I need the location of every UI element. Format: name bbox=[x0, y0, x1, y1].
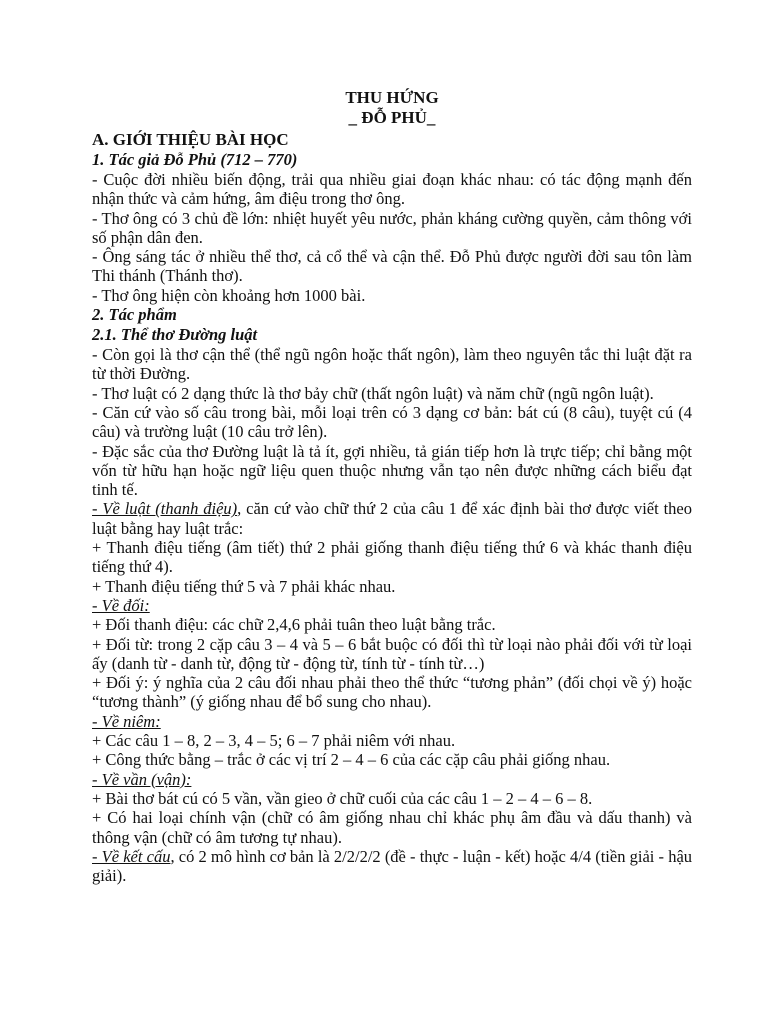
luat-text: , căn cứ vào chữ thứ 2 của câu 1 để xác định bài thơ được viết theo luật bằng hay luật trắc: bbox=[92, 499, 692, 538]
luat-label: - Về luật (thanh điệu) bbox=[92, 499, 238, 519]
paragraph-9: + Thanh điệu tiếng (âm tiết) thứ 2 phải giống thanh điệu tiếng thứ 6 và khác thanh điệu tiếng thứ 4). bbox=[92, 538, 692, 577]
niem-paragraph bbox=[92, 712, 692, 731]
luat-paragraph bbox=[92, 499, 692, 538]
paragraph-7: - Căn cứ vào số câu trong bài, mỗi loại trên có 3 dạng cơ bản: bát cú (8 câu), tuyệt cú (4 câu) và trường luật (10 câu trở lên). bbox=[92, 402, 692, 442]
doi-label: - Về đối: bbox=[92, 595, 150, 615]
paragraph-1: - Cuộc đời nhiều biến động, trải qua nhiều giai đoạn khác nhau: có tác động mạnh đến nhận thức và cảm hứng, âm điệu trong thơ ông. bbox=[92, 170, 692, 209]
subsection-1-heading: 1. Tác giả Đỗ Phủ (712 – 770) bbox=[92, 150, 298, 169]
doi-paragraph bbox=[92, 596, 692, 615]
paragraph-10: + Thanh điệu tiếng thứ 5 và 7 phải khác nhau. bbox=[92, 576, 396, 596]
paragraph-12: + Đối từ: trong 2 cặp câu 3 – 4 và 5 – 6 bắt buộc có đối thì từ loại nào phải đối với từ loại ấy (danh từ - danh từ, động từ - động từ, tính từ - tính từ…) bbox=[92, 634, 692, 673]
document-title: THU HỨNG bbox=[345, 88, 439, 107]
paragraph-4: - Thơ ông hiện còn khoảng hơn 1000 bài. bbox=[92, 285, 366, 305]
niem-label: - Về niêm: bbox=[92, 711, 161, 731]
section-a-heading: A. GIỚI THIỆU BÀI HỌC bbox=[92, 130, 289, 149]
paragraph-3: - Ông sáng tác ở nhiều thể thơ, cả cổ thể và cận thể. Đỗ Phủ được người đời sau tôn làm Thi thánh (Thánh thơ). bbox=[92, 247, 692, 286]
paragraph-11: + Đối thanh điệu: các chữ 2,4,6 phải tuân theo luật bằng trắc. bbox=[92, 615, 496, 635]
paragraph-15: + Công thức bằng – trắc ở các vị trí 2 – 4 – 6 của các cặp câu phải giống nhau. bbox=[92, 750, 611, 770]
paragraph-6: - Thơ luật có 2 dạng thức là thơ bảy chữ (thất ngôn luật) và năm chữ (ngũ ngôn luật). bbox=[92, 383, 654, 403]
ketcau-text: , có 2 mô hình cơ bản là 2/2/2/2 (đề - thực - luận - kết) hoặc 4/4 (tiền giải - hậu giải). bbox=[92, 846, 693, 886]
van-paragraph bbox=[92, 770, 692, 789]
paragraph-16: + Bài thơ bát cú có 5 vần, vần gieo ở chữ cuối của các câu 1 – 2 – 4 – 6 – 8. bbox=[92, 788, 593, 808]
subsection-2-heading: 2. Tác phẩm bbox=[92, 305, 177, 325]
paragraph-8: - Đặc sắc của thơ Đường luật là tả ít, gợi nhiều, tả gián tiếp hơn là trực tiếp; chỉ bằng một vốn từ hữu hạn hoặc ngữ liệu quen thuộc nhưng vẫn tạo nên được những cách biểu đạt tinh tế. bbox=[92, 441, 692, 500]
paragraph-17: + Có hai loại chính vận (chữ có âm giống nhau chỉ khác phụ âm đầu và dấu thanh) và thông vận (chữ có âm tương tự nhau). bbox=[92, 808, 692, 847]
ketcau-label: - Về kết cấu bbox=[92, 846, 171, 866]
paragraph-2: - Thơ ông có 3 chủ đề lớn: nhiệt huyết yêu nước, phản kháng cường quyền, cảm thông với số phận dân đen. bbox=[92, 208, 692, 247]
paragraph-13: + Đối ý: ý nghĩa của 2 câu đối nhau phải theo thể thức “tương phản” (đối chọi về ý) hoặc “tương thành” (ý giống nhau để bổ sung cho nhau). bbox=[92, 673, 692, 712]
paragraph-5: - Còn gọi là thơ cận thể (thể ngũ ngôn hoặc thất ngôn), làm theo nguyên tắc thi luật đặt ra từ thời Đường. bbox=[92, 345, 692, 384]
document-author: _ ĐỖ PHỦ_ bbox=[348, 108, 436, 127]
ketcau-paragraph bbox=[92, 847, 692, 886]
van-label: - Về vần (vận): bbox=[92, 769, 192, 789]
subsection-2-1-heading: 2.1. Thể thơ Đường luật bbox=[92, 325, 258, 345]
paragraph-14: + Các câu 1 – 8, 2 – 3, 4 – 5; 6 – 7 phải niêm với nhau. bbox=[92, 731, 456, 751]
